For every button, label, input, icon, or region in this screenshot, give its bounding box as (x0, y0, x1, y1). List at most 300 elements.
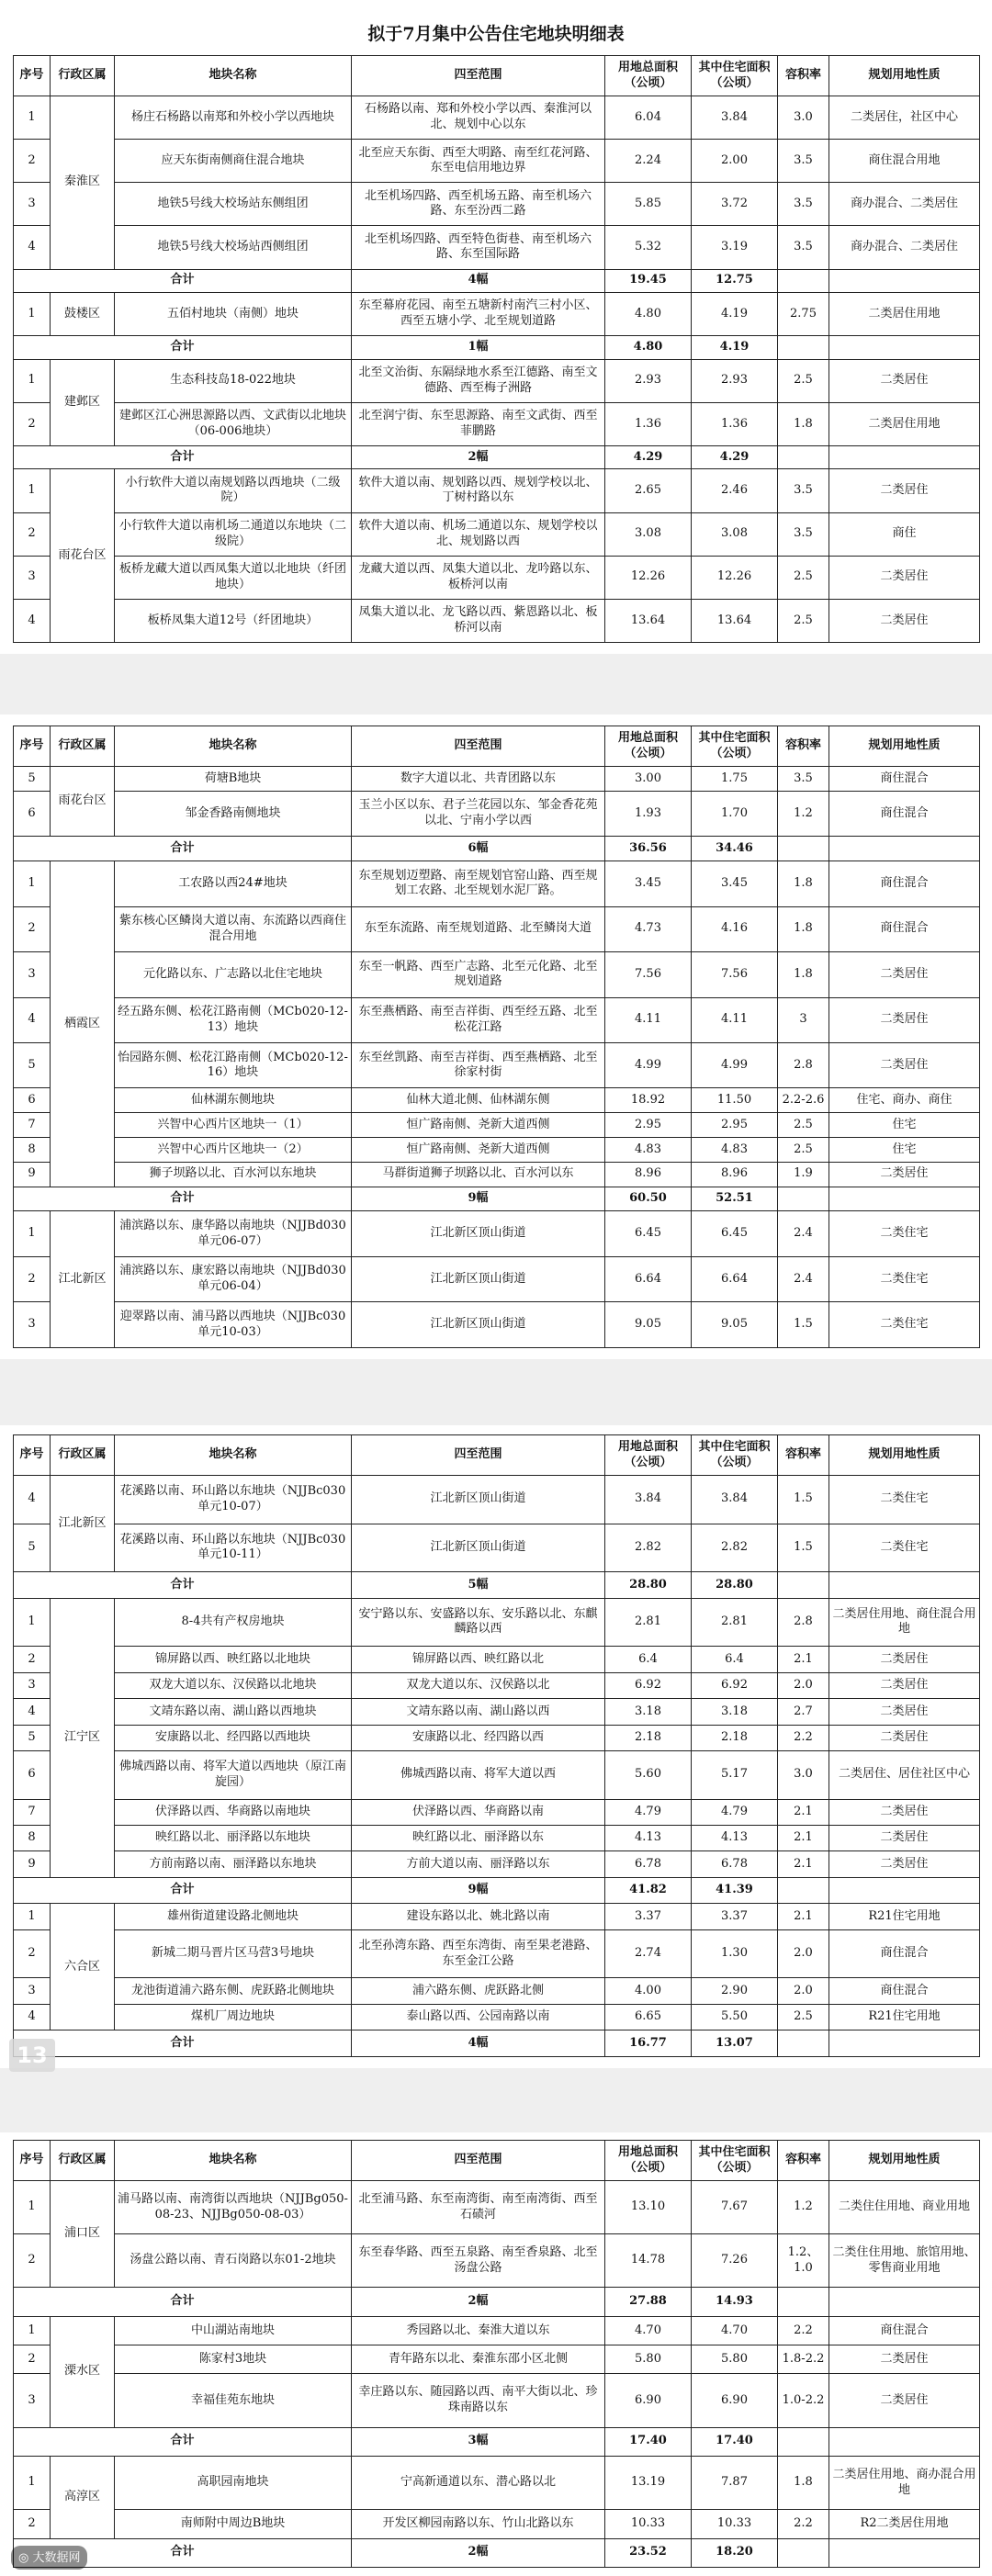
floor-area-ratio: 2.5 (778, 1113, 829, 1138)
district-cell: 雨花台区 (51, 767, 115, 837)
plot-scope: 幸庄路以东、随园路以西、南平大街以北、珍珠南路以东 (352, 2374, 605, 2427)
subtotal-residential-area: 41.39 (692, 1877, 778, 1903)
total-area: 5.85 (605, 183, 692, 226)
floor-area-ratio: 2.4 (778, 1211, 829, 1256)
plot-name: 板桥凤集大道12号（纤团地块） (115, 599, 352, 642)
floor-area-ratio: 2.4 (778, 1256, 829, 1301)
row-number: 3 (14, 952, 51, 997)
land-use: 二类住住用地、商业用地 (829, 2181, 980, 2234)
row-number: 4 (14, 2004, 51, 2030)
land-use: 二类居住用地 (829, 402, 980, 445)
plot-scope: 江北新区顶山街道 (352, 1211, 605, 1256)
column-header: 其中住宅面积（公顷） (692, 1435, 778, 1476)
row-number: 2 (14, 906, 51, 951)
residential-area: 3.18 (692, 1699, 778, 1725)
total-area: 13.10 (605, 2181, 692, 2234)
plot-name: 锦屏路以西、映红路以北地块 (115, 1647, 352, 1672)
column-header: 四至范围 (352, 56, 605, 96)
plot-scope: 数字大道以北、共青团路以东 (352, 767, 605, 792)
plot-scope: 江北新区顶山街道 (352, 1256, 605, 1301)
row-number: 2 (14, 2510, 51, 2538)
land-use: 商住混合 (829, 767, 980, 792)
plot-name: 龙池街道浦六路东侧、虎跃路北侧地块 (115, 1978, 352, 2004)
subtotal-residential-area: 34.46 (692, 837, 778, 861)
subtotal-empty (829, 2288, 980, 2316)
plot-name: 汤盘公路以南、青石岗路以东01-2地块 (115, 2234, 352, 2288)
floor-area-ratio: 1.2 (778, 791, 829, 836)
residential-area: 12.26 (692, 556, 778, 599)
plot-scope: 北至应天东街、西至大明路、南至红花河路、东至电信用地边界 (352, 140, 605, 183)
subtotal-empty (829, 2427, 980, 2456)
land-use: 二类居住 (829, 1826, 980, 1851)
row-number: 9 (14, 1162, 51, 1187)
plot-scope: 北至机场四路、西至机场五路、南至机场六路、东至汾西二路 (352, 183, 605, 226)
table-header-row (14, 1435, 980, 1476)
floor-area-ratio: 1.2 (778, 2181, 829, 2234)
floor-area-ratio: 2.1 (778, 1904, 829, 1929)
plot-name: 小行软件大道以南规划路以西地块（二级院） (115, 469, 352, 512)
land-use: 商住混合用地 (829, 140, 980, 183)
row-number: 1 (14, 2181, 51, 2234)
land-use: 二类居住 (829, 2345, 980, 2374)
floor-area-ratio: 2.2-2.6 (778, 1088, 829, 1113)
land-use: 二类居住 (829, 359, 980, 402)
land-use: 二类居住 (829, 469, 980, 512)
subtotal-count: 2幅 (352, 445, 605, 469)
plot-scope: 北至机场四路、西至特色街巷、南至机场六路、东至国际路 (352, 226, 605, 269)
subtotal-row (14, 336, 980, 360)
plot-scope: 开发区柳园南路以东、竹山北路以东 (352, 2510, 605, 2538)
residential-area: 1.30 (692, 1929, 778, 1978)
row-number: 1 (14, 2456, 51, 2509)
residential-area: 4.99 (692, 1042, 778, 1087)
column-header: 其中住宅面积（公顷） (692, 56, 778, 96)
land-table-page-2 (13, 726, 980, 1348)
page-number-badge: 13 (9, 2039, 55, 2072)
total-area: 3.45 (605, 861, 692, 906)
residential-area: 5.17 (692, 1751, 778, 1800)
table-row (14, 1113, 980, 1138)
residential-area: 6.90 (692, 2374, 778, 2427)
plot-scope: 伏泽路以西、华商路以南 (352, 1799, 605, 1825)
residential-area: 6.78 (692, 1851, 778, 1877)
table-row (14, 861, 980, 906)
subtotal-count: 2幅 (352, 2538, 605, 2568)
column-header: 地块名称 (115, 1435, 352, 1476)
plot-scope: 玉兰小区以东、君子兰花园以东、邹金香花苑以北、宁南小学以西 (352, 791, 605, 836)
land-use: 商住混合 (829, 1978, 980, 2004)
watermark: ◎ 大数据网 (11, 2546, 87, 2570)
plot-name: 兴智中心西片区地块一（1） (115, 1113, 352, 1138)
row-number: 4 (14, 599, 51, 642)
land-use: 二类住宅 (829, 1256, 980, 1301)
plot-name: 映红路以北、丽泽路以东地块 (115, 1826, 352, 1851)
plot-name: 佛城西路以南、将军大道以西地块（原江南旋园） (115, 1751, 352, 1800)
floor-area-ratio: 2.7 (778, 1699, 829, 1725)
subtotal-empty (778, 445, 829, 469)
subtotal-row (14, 1572, 980, 1598)
plot-name: 陈家村3地块 (115, 2345, 352, 2374)
column-header: 容积率 (778, 56, 829, 96)
residential-area: 10.33 (692, 2510, 778, 2538)
residential-area: 6.4 (692, 1647, 778, 1672)
row-number: 1 (14, 469, 51, 512)
district-cell: 秦淮区 (51, 96, 115, 270)
column-header: 行政区属 (51, 56, 115, 96)
floor-area-ratio: 2.0 (778, 1672, 829, 1698)
row-number: 7 (14, 1799, 51, 1825)
residential-area: 7.26 (692, 2234, 778, 2288)
table-row (14, 1725, 980, 1750)
subtotal-area: 23.52 (605, 2538, 692, 2568)
land-use: 商住混合 (829, 861, 980, 906)
total-area: 1.36 (605, 402, 692, 445)
row-number: 5 (14, 1524, 51, 1572)
row-number: 5 (14, 767, 51, 792)
floor-area-ratio: 2.5 (778, 599, 829, 642)
total-area: 6.4 (605, 1647, 692, 1672)
total-area: 4.70 (605, 2316, 692, 2345)
table-row (14, 791, 980, 836)
total-area: 5.32 (605, 226, 692, 269)
plot-scope: 东至丝凯路、南至吉祥街、西至燕栖路、北至徐家村街 (352, 1042, 605, 1087)
floor-area-ratio: 1.8 (778, 402, 829, 445)
total-area: 2.93 (605, 359, 692, 402)
table-row (14, 512, 980, 556)
floor-area-ratio: 2.2 (778, 1725, 829, 1750)
land-use: 商住混合 (829, 791, 980, 836)
row-number: 3 (14, 556, 51, 599)
subtotal-row (14, 2288, 980, 2316)
floor-area-ratio: 2.0 (778, 1929, 829, 1978)
subtotal-label: 合计 (14, 2538, 352, 2568)
row-number: 2 (14, 512, 51, 556)
table-row (14, 1042, 980, 1087)
table-row (14, 556, 980, 599)
plot-name: 幸福佳苑东地块 (115, 2374, 352, 2427)
total-area: 10.33 (605, 2510, 692, 2538)
plot-name: 浦马路以南、南湾街以西地块（NJJBg050-08-23、NJJBg050-08-03） (115, 2181, 352, 2234)
residential-area: 4.70 (692, 2316, 778, 2345)
district-cell: 江宁区 (51, 1598, 115, 1877)
floor-area-ratio: 2.1 (778, 1799, 829, 1825)
subtotal-residential-area: 14.93 (692, 2288, 778, 2316)
column-header: 四至范围 (352, 2141, 605, 2181)
table-row (14, 1162, 980, 1187)
subtotal-area: 27.88 (605, 2288, 692, 2316)
row-number: 9 (14, 1851, 51, 1877)
table-row (14, 1929, 980, 1978)
subtotal-residential-area: 52.51 (692, 1187, 778, 1211)
row-number: 1 (14, 1598, 51, 1647)
subtotal-empty (829, 2538, 980, 2568)
subtotal-area: 36.56 (605, 837, 692, 861)
plot-scope: 软件大道以南、规划路以西、规划学校以北、丁树村路以东 (352, 469, 605, 512)
residential-area: 4.19 (692, 293, 778, 336)
subtotal-label: 合计 (14, 2030, 352, 2057)
table-row (14, 2181, 980, 2234)
plot-scope: 东至燕栖路、南至吉祥街、西至经五路、北至松花江路 (352, 997, 605, 1042)
table-row (14, 469, 980, 512)
land-use: 二类居住 (829, 556, 980, 599)
plot-name: 小行软件大道以南机场二通道以东地块（二级院） (115, 512, 352, 556)
land-use: 二类住宅 (829, 1476, 980, 1524)
row-number: 2 (14, 2345, 51, 2374)
subtotal-label: 合计 (14, 1572, 352, 1598)
district-cell: 江北新区 (51, 1211, 115, 1348)
plot-scope: 江北新区顶山街道 (352, 1302, 605, 1348)
floor-area-ratio: 1.8 (778, 952, 829, 997)
subtotal-residential-area: 12.75 (692, 269, 778, 293)
subtotal-empty (829, 1572, 980, 1598)
land-use: 二类居住 (829, 952, 980, 997)
subtotal-residential-area: 18.20 (692, 2538, 778, 2568)
residential-area: 2.46 (692, 469, 778, 512)
subtotal-empty (829, 1877, 980, 1903)
floor-area-ratio: 1.0-2.2 (778, 2374, 829, 2427)
plot-name: 浦滨路以东、康宏路以南地块（NJJBd030单元06-04） (115, 1256, 352, 1301)
row-number: 6 (14, 1088, 51, 1113)
plot-name: 雄州街道建设路北侧地块 (115, 1904, 352, 1929)
land-use: 二类住住用地、旅馆用地、零售商业用地 (829, 2234, 980, 2288)
column-header: 规划用地性质 (829, 56, 980, 96)
land-use: 商住混合 (829, 906, 980, 951)
floor-area-ratio: 2.5 (778, 2004, 829, 2030)
residential-area: 3.72 (692, 183, 778, 226)
total-area: 6.92 (605, 1672, 692, 1698)
plot-scope: 北至浦马路、东至南湾街、南至南湾街、西至石碛河 (352, 2181, 605, 2234)
floor-area-ratio: 2.8 (778, 1042, 829, 1087)
plot-name: 杨庄石杨路以南郑和外校小学以西地块 (115, 96, 352, 140)
plot-scope: 北至孙湾东路、西至东湾街、南至果老港路、东至金江公路 (352, 1929, 605, 1978)
total-area: 1.93 (605, 791, 692, 836)
plot-scope: 映红路以北、丽泽路以东 (352, 1826, 605, 1851)
plot-name: 怡园路东侧、松花江路南侧（MCb020-12-16）地块 (115, 1042, 352, 1087)
table-row (14, 2510, 980, 2538)
district-cell: 鼓楼区 (51, 293, 115, 336)
floor-area-ratio: 2.2 (778, 2510, 829, 2538)
plot-scope: 佛城西路以南、将军大道以西 (352, 1751, 605, 1800)
plot-name: 迎翠路以南、浦马路以西地块（NJJBc030单元10-03） (115, 1302, 352, 1348)
subtotal-label: 合计 (14, 2427, 352, 2456)
land-use: R21住宅用地 (829, 1904, 980, 1929)
floor-area-ratio: 2.5 (778, 359, 829, 402)
table-row (14, 2345, 980, 2374)
subtotal-residential-area: 28.80 (692, 1572, 778, 1598)
subtotal-row (14, 445, 980, 469)
residential-area: 7.87 (692, 2456, 778, 2509)
land-use: 二类居住 (829, 1647, 980, 1672)
table-row (14, 2374, 980, 2427)
land-table-page-3 (13, 1434, 980, 2057)
residential-area: 3.84 (692, 96, 778, 140)
land-use: 商住混合 (829, 1929, 980, 1978)
floor-area-ratio: 1.8 (778, 906, 829, 951)
subtotal-empty (778, 2288, 829, 2316)
subtotal-empty (829, 445, 980, 469)
total-area: 4.79 (605, 1799, 692, 1825)
subtotal-empty (829, 2030, 980, 2057)
total-area: 3.18 (605, 1699, 692, 1725)
plot-name: 双龙大道以东、汉侯路以北地块 (115, 1672, 352, 1698)
column-header: 序号 (14, 56, 51, 96)
residential-area: 7.56 (692, 952, 778, 997)
floor-area-ratio: 2.5 (778, 1138, 829, 1163)
land-use: 二类住宅 (829, 1302, 980, 1348)
subtotal-empty (829, 269, 980, 293)
total-area: 4.00 (605, 1978, 692, 2004)
floor-area-ratio: 2.1 (778, 1647, 829, 1672)
total-area: 6.64 (605, 1256, 692, 1301)
residential-area: 11.50 (692, 1088, 778, 1113)
row-number: 7 (14, 1113, 51, 1138)
residential-area: 2.90 (692, 1978, 778, 2004)
column-header: 行政区属 (51, 2141, 115, 2181)
residential-area: 3.08 (692, 512, 778, 556)
land-use: 二类居住用地 (829, 293, 980, 336)
subtotal-residential-area: 4.29 (692, 445, 778, 469)
total-area: 4.99 (605, 1042, 692, 1087)
subtotal-label: 合计 (14, 2288, 352, 2316)
plot-scope: 宁高新通道以东、潜心路以北 (352, 2456, 605, 2509)
floor-area-ratio: 3.5 (778, 469, 829, 512)
residential-area: 1.36 (692, 402, 778, 445)
subtotal-area: 19.45 (605, 269, 692, 293)
floor-area-ratio: 1.8-2.2 (778, 2345, 829, 2374)
row-number: 2 (14, 402, 51, 445)
land-use: 商办混合、二类居住 (829, 226, 980, 269)
table-row (14, 1138, 980, 1163)
row-number: 1 (14, 1211, 51, 1256)
row-number: 2 (14, 1929, 51, 1978)
plot-scope: 浦六路东侧、虎跃路北侧 (352, 1978, 605, 2004)
row-number: 5 (14, 1042, 51, 1087)
subtotal-area: 4.29 (605, 445, 692, 469)
row-number: 1 (14, 861, 51, 906)
subtotal-empty (778, 2538, 829, 2568)
plot-scope: 凤集大道以北、龙飞路以西、紫恩路以北、板桥河以南 (352, 599, 605, 642)
land-use: 商住混合 (829, 2316, 980, 2345)
table-row (14, 1524, 980, 1572)
subtotal-label: 合计 (14, 269, 352, 293)
plot-name: 五佰村地块（南侧）地块 (115, 293, 352, 336)
plot-scope: 双龙大道以东、汉侯路以北 (352, 1672, 605, 1698)
residential-area: 1.75 (692, 767, 778, 792)
plot-scope: 建设东路以北、姚北路以南 (352, 1904, 605, 1929)
district-cell: 高淳区 (51, 2456, 115, 2538)
plot-name: 地铁5号线大校场站西侧组团 (115, 226, 352, 269)
subtotal-empty (778, 336, 829, 360)
row-number: 6 (14, 1751, 51, 1800)
land-use: 二类居住 (829, 1162, 980, 1187)
land-use: 住宅 (829, 1113, 980, 1138)
plot-name: 煤机厂周边地块 (115, 2004, 352, 2030)
district-cell: 浦口区 (51, 2181, 115, 2288)
total-area: 9.05 (605, 1302, 692, 1348)
subtotal-row (14, 269, 980, 293)
subtotal-area: 17.40 (605, 2427, 692, 2456)
residential-area: 5.80 (692, 2345, 778, 2374)
plot-name: 生态科技岛18-022地块 (115, 359, 352, 402)
subtotal-label: 合计 (14, 336, 352, 360)
plot-scope: 软件大道以南、机场二通道以东、规划学校以北、规划路以西 (352, 512, 605, 556)
residential-area: 6.92 (692, 1672, 778, 1698)
floor-area-ratio: 3.5 (778, 140, 829, 183)
subtotal-empty (778, 1572, 829, 1598)
row-number: 4 (14, 1476, 51, 1524)
plot-name: 邹金香路南侧地块 (115, 791, 352, 836)
subtotal-count: 9幅 (352, 1187, 605, 1211)
total-area: 2.81 (605, 1598, 692, 1647)
residential-area: 3.45 (692, 861, 778, 906)
total-area: 4.13 (605, 1826, 692, 1851)
plot-scope: 龙藏大道以西、凤集大道以北、龙吟路以东、板桥河以南 (352, 556, 605, 599)
plot-name: 安康路以北、经四路以西地块 (115, 1725, 352, 1750)
subtotal-row (14, 2030, 980, 2057)
land-use: 二类居住 (829, 1725, 980, 1750)
column-header: 行政区属 (51, 1435, 115, 1476)
land-use: 二类住宅 (829, 1211, 980, 1256)
subtotal-empty (778, 1187, 829, 1211)
plot-name: 花溪路以南、环山路以东地块（NJJBc030单元10-11） (115, 1524, 352, 1572)
column-header: 行政区属 (51, 726, 115, 767)
subtotal-row (14, 1877, 980, 1903)
row-number: 3 (14, 183, 51, 226)
table-row (14, 952, 980, 997)
plot-scope: 东至东流路、南至规划道路、北至鳞岗大道 (352, 906, 605, 951)
table-row (14, 96, 980, 140)
plot-scope: 仙林大道北侧、仙林湖东侧 (352, 1088, 605, 1113)
table-row (14, 1799, 980, 1825)
plot-scope: 恒广路南侧、尧新大道西侧 (352, 1113, 605, 1138)
total-area: 18.92 (605, 1088, 692, 1113)
row-number: 3 (14, 1672, 51, 1698)
table-row (14, 1826, 980, 1851)
column-header: 序号 (14, 2141, 51, 2181)
land-use: 二类居住用地、商办混合用地 (829, 2456, 980, 2509)
plot-scope: 泰山路以西、公园南路以南 (352, 2004, 605, 2030)
land-use: 二类居住 (829, 1699, 980, 1725)
subtotal-empty (829, 837, 980, 861)
plot-scope: 文靖东路以南、湖山路以西 (352, 1699, 605, 1725)
total-area: 3.84 (605, 1476, 692, 1524)
subtotal-area: 28.80 (605, 1572, 692, 1598)
table-row (14, 1978, 980, 2004)
floor-area-ratio: 1.5 (778, 1302, 829, 1348)
residential-area: 2.82 (692, 1524, 778, 1572)
row-number: 1 (14, 96, 51, 140)
total-area: 2.95 (605, 1113, 692, 1138)
plot-scope: 青年路东以北、秦淮东邵小区北侧 (352, 2345, 605, 2374)
floor-area-ratio: 2.5 (778, 556, 829, 599)
subtotal-count: 4幅 (352, 269, 605, 293)
column-header: 地块名称 (115, 56, 352, 96)
subtotal-empty (829, 336, 980, 360)
row-number: 1 (14, 293, 51, 336)
column-header: 用地总面积（公顷） (605, 1435, 692, 1476)
plot-scope: 江北新区顶山街道 (352, 1476, 605, 1524)
land-use: 二类居住，社区中心 (829, 96, 980, 140)
subtotal-row (14, 1187, 980, 1211)
land-use: 住宅 (829, 1138, 980, 1163)
subtotal-empty (778, 269, 829, 293)
table-row (14, 359, 980, 402)
total-area: 5.80 (605, 2345, 692, 2374)
subtotal-residential-area: 4.19 (692, 336, 778, 360)
row-number: 4 (14, 226, 51, 269)
subtotal-count: 2幅 (352, 2288, 605, 2316)
subtotal-count: 5幅 (352, 1572, 605, 1598)
